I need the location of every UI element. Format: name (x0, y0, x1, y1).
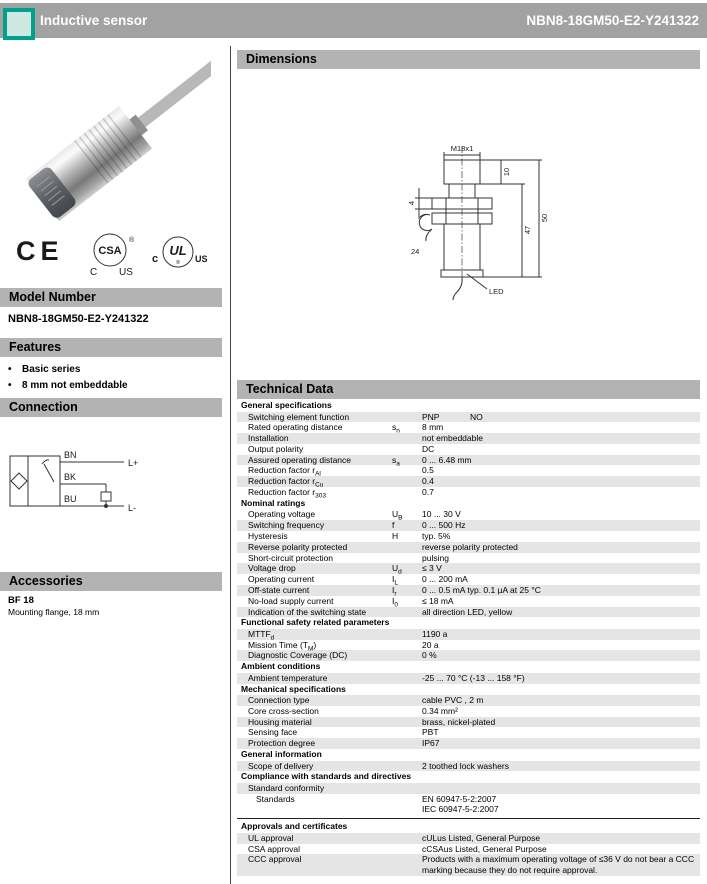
row-value-text: all direction LED, yellow (422, 606, 513, 617)
header-model-number: NBN8-18GM50-E2-Y241322 (526, 13, 699, 28)
row-symbol (392, 607, 422, 618)
row-label-text: Mission Time (T (248, 639, 308, 650)
row-label (248, 412, 392, 423)
svg-text:M18x1: M18x1 (450, 144, 474, 153)
row-value-text: 0 % (422, 650, 437, 661)
table-row (237, 444, 700, 455)
row-value-text: 0 ... 500 Hz (422, 520, 466, 531)
row-value (422, 553, 700, 564)
svg-text:®: ® (175, 260, 181, 266)
row-value-text: pulsing (422, 552, 449, 563)
wiring-diagram-art (6, 432, 206, 537)
row-symbol (392, 433, 422, 444)
row-value (422, 854, 700, 876)
table-row (237, 783, 700, 794)
ce-mark: CE (16, 236, 64, 266)
load-symbol (101, 492, 111, 501)
row-symbol (392, 476, 422, 487)
row-label (248, 738, 392, 749)
row-label-text: Reduction factor r (248, 487, 316, 498)
left-column (0, 44, 222, 884)
row-symbol (392, 706, 422, 717)
row-label (248, 844, 392, 855)
table-row (237, 563, 700, 577)
table-row (237, 422, 700, 433)
row-label (248, 574, 395, 585)
row-value-text: 8 mm (422, 422, 444, 433)
row-label (248, 673, 392, 684)
row-label-subscript: Al (315, 471, 321, 479)
svg-text:24: 24 (411, 247, 420, 256)
row-label (248, 520, 395, 531)
row-label-text: Operating current (248, 574, 315, 585)
row-symbol (392, 854, 422, 876)
svg-text:L-: L- (128, 503, 137, 513)
row-label-text: Assured operating distance (248, 454, 352, 465)
features-list (8, 362, 128, 394)
svg-text:BU: BU (64, 494, 77, 504)
row-label-text: Output polarity (248, 443, 304, 454)
table-row (237, 695, 700, 706)
row-value (422, 695, 700, 706)
row-value (422, 585, 700, 596)
row-symbol (392, 444, 422, 455)
row-value (422, 444, 700, 455)
switch-contact-symbol (42, 460, 54, 482)
row-label (248, 695, 392, 706)
row-symbol (392, 487, 422, 498)
row-value (422, 717, 700, 728)
row-label (248, 422, 392, 433)
table-row (237, 854, 700, 876)
table-row (237, 650, 700, 661)
row-label (248, 629, 392, 640)
column-divider (230, 46, 231, 884)
row-label-text: Reverse polarity protected (248, 541, 348, 552)
row-label-text: Reduction factor r (248, 465, 316, 476)
row-symbol-subscript: r (394, 590, 397, 598)
row-label-text: Housing material (248, 716, 312, 727)
feature-item: • Basic series (8, 362, 128, 378)
table-section-title: Nominal ratings (241, 497, 306, 508)
row-label (248, 717, 392, 728)
row-symbol (392, 585, 422, 596)
svg-text:UL: UL (169, 243, 187, 258)
row-value (422, 520, 700, 531)
row-value-text: reverse polarity protected (422, 541, 518, 552)
row-value-text: typ. 5% (422, 530, 451, 541)
row-label-text: No-load supply current (248, 595, 334, 606)
row-label (248, 595, 395, 607)
svg-text:®: ® (129, 237, 135, 244)
row-symbol (392, 509, 422, 523)
row-value (422, 563, 700, 574)
row-label-text: Off-state current (248, 584, 310, 595)
row-value-text: ≤ 3 V (422, 563, 442, 574)
table-row (237, 487, 700, 498)
row-value (422, 422, 700, 433)
row-symbol-text: s (392, 454, 397, 465)
dimensions-heading: Dimensions (237, 50, 700, 69)
svg-text:c: c (152, 253, 159, 265)
table-row (237, 520, 700, 531)
row-label (248, 794, 392, 816)
row-label (248, 542, 392, 553)
header-bar (0, 3, 707, 38)
row-symbol (392, 422, 422, 433)
row-value-text: brass, nickel-plated (422, 716, 496, 727)
row-value-text: DC (422, 443, 435, 454)
row-label (248, 444, 392, 455)
svg-text:10: 10 (502, 167, 511, 177)
row-value (422, 476, 700, 487)
sensor-photo-art (6, 56, 211, 224)
table-row (237, 433, 700, 444)
certification-logos (0, 230, 222, 278)
row-value (422, 783, 700, 794)
row-symbol (392, 574, 422, 585)
table-section-title: Mechanical specifications (241, 683, 346, 694)
row-symbol-subscript: d (398, 569, 402, 577)
row-value-text: IP67 (422, 738, 440, 749)
row-symbol (392, 629, 422, 640)
row-value-text: 2 toothed lock washers (422, 760, 509, 771)
accessories-heading: Accessories (0, 572, 222, 591)
svg-text:CSA: CSA (98, 245, 122, 257)
row-label (248, 476, 392, 487)
row-symbol (392, 673, 422, 684)
row-label (248, 531, 392, 542)
table-row (237, 761, 700, 772)
technical-data-table (237, 400, 700, 876)
row-label-subscript: M (307, 645, 314, 653)
row-symbol (392, 465, 422, 476)
accessory-item (8, 594, 99, 618)
row-symbol (392, 783, 422, 794)
features-heading: Features (0, 338, 222, 357)
row-label-text: CSA approval (248, 843, 300, 854)
table-row (237, 794, 700, 816)
row-symbol (392, 738, 422, 749)
row-symbol-subscript: B (398, 515, 403, 523)
feature-item: • 8 mm not embeddable (8, 378, 128, 394)
table-section-title: Ambient conditions (241, 661, 321, 672)
row-label (248, 706, 392, 717)
svg-text:4: 4 (407, 200, 416, 206)
row-symbol (392, 455, 422, 466)
row-symbol (392, 650, 422, 661)
row-label-text: Core cross-section (248, 705, 319, 716)
row-symbol-text: U (392, 509, 399, 520)
row-value (422, 455, 700, 466)
row-symbol (392, 844, 422, 855)
row-value-text: cCSAus Listed, General Purpose (422, 843, 547, 854)
row-label (248, 640, 392, 651)
model-number-heading: Model Number (0, 288, 222, 307)
row-value (422, 542, 700, 553)
row-symbol-text: U (392, 563, 399, 574)
row-label (248, 727, 392, 738)
row-value-text: 20 a (422, 639, 439, 650)
row-symbol-text: I (392, 574, 395, 585)
row-value (422, 509, 700, 520)
table-row (237, 738, 700, 749)
row-label (248, 465, 392, 479)
row-label-text: Switching frequency (248, 520, 325, 531)
row-label (248, 783, 392, 794)
row-value-text: PBT (422, 727, 439, 738)
table-row (237, 706, 700, 717)
dimensions-drawing (405, 142, 600, 307)
row-value-text: cable PVC , 2 m (422, 695, 484, 706)
row-symbol-subscript: 0 (394, 601, 398, 609)
row-value-line: IEC 60947-5-2:2007 (422, 804, 499, 815)
svg-text:C: C (90, 267, 98, 278)
row-label-suffix: ) (313, 639, 317, 650)
row-label-subscript: 303 (315, 492, 326, 500)
row-symbol (392, 412, 422, 423)
row-value-text: -25 ... 70 °C (-13 ... 158 °F) (422, 672, 525, 683)
row-symbol (392, 717, 422, 728)
table-row (237, 673, 700, 684)
row-label-text: Protection degree (248, 738, 316, 749)
row-symbol (392, 553, 422, 564)
row-label (248, 553, 392, 564)
row-symbol-subscript: a (396, 460, 400, 468)
row-value (422, 794, 700, 816)
row-value-text: cULus Listed, General Purpose (422, 832, 541, 843)
row-value (422, 465, 700, 476)
svg-text:47: 47 (523, 225, 532, 235)
row-label-text: Connection type (248, 695, 310, 706)
row-value (422, 412, 700, 423)
table-row (237, 476, 700, 487)
row-label-text: Reduction factor r (248, 476, 316, 487)
row-value (422, 833, 700, 844)
page-title: Inductive sensor (40, 13, 148, 28)
row-symbol-text: f (392, 520, 395, 531)
row-label-subscript: Cu (315, 481, 324, 489)
row-value (422, 596, 700, 607)
row-value-text: 0.7 (422, 487, 434, 498)
row-label-text: Standards (256, 793, 295, 804)
svg-text:L+: L+ (128, 458, 139, 468)
row-value-text: 0 ... 200 mA (422, 574, 468, 585)
table-row (237, 412, 700, 423)
table-section-title: General information (241, 749, 322, 760)
table-section-title: Compliance with standards and directives (241, 771, 412, 782)
row-label-text: MTTF (248, 628, 271, 639)
row-symbol (392, 640, 422, 651)
row-value (422, 673, 700, 684)
row-symbol (392, 596, 422, 607)
technical-data-heading: Technical Data (237, 380, 700, 399)
row-value-primary: PNP (422, 411, 440, 422)
svg-text:LED: LED (489, 287, 504, 296)
row-value (422, 629, 700, 640)
row-value-text: 10 ... 30 V (422, 509, 461, 520)
row-label (248, 433, 392, 444)
table-row (237, 844, 700, 855)
row-label (248, 761, 392, 772)
connection-diagram (6, 432, 206, 542)
table-section-title: General specifications (241, 400, 332, 410)
svg-text:BK: BK (64, 472, 77, 482)
csa-logo (86, 230, 138, 278)
row-label (248, 563, 392, 574)
row-label (248, 509, 392, 520)
table-row (237, 455, 700, 466)
row-value-text: 0.5 (422, 465, 434, 476)
table-row (237, 531, 700, 542)
svg-text:50: 50 (540, 213, 549, 223)
svg-text:US: US (195, 254, 208, 264)
svg-text:US: US (119, 267, 133, 278)
row-symbol (392, 520, 422, 531)
row-label (248, 607, 392, 618)
row-label (248, 650, 392, 661)
row-value-line: EN 60947-5-2:2007 (422, 793, 497, 804)
row-symbol (392, 563, 422, 577)
row-label (248, 833, 392, 844)
table-section-title: Functional safety related parameters (241, 617, 390, 628)
row-value (422, 433, 700, 444)
row-symbol-text: s (392, 422, 397, 433)
row-label-text: Scope of delivery (248, 760, 314, 771)
svg-text:BN: BN (64, 450, 77, 460)
row-symbol-text: I (392, 584, 395, 595)
ul-logo (148, 232, 210, 276)
table-row (237, 553, 700, 564)
accessory-description: Mounting flange, 18 mm (8, 607, 100, 617)
row-label-text: Short-circuit protection (248, 552, 334, 563)
row-label-text: Voltage drop (248, 563, 296, 574)
table-section-title: Approvals and certificates (237, 818, 700, 833)
table-row (237, 717, 700, 728)
table-row (237, 509, 700, 523)
row-value-text: 0.4 (422, 476, 434, 487)
wrench-symbol (419, 214, 432, 241)
connection-heading: Connection (0, 398, 222, 417)
dimension-art (405, 142, 600, 302)
row-label-text: Rated operating distance (248, 422, 343, 433)
table-row (237, 607, 700, 618)
row-label-text: Installation (248, 433, 289, 444)
row-value-text: not embeddable (422, 433, 483, 444)
row-symbol (392, 727, 422, 738)
row-label-text: CCC approval (248, 854, 302, 865)
model-number-value: NBN8-18GM50-E2-Y241322 (8, 313, 149, 325)
right-column (237, 44, 700, 884)
row-label (248, 584, 395, 596)
row-label-text: Ambient temperature (248, 672, 328, 683)
row-label-text: Hysteresis (248, 530, 288, 541)
product-photo (6, 56, 211, 224)
row-value-secondary: NO (470, 411, 483, 422)
row-value-text: ≤ 18 mA (422, 595, 454, 606)
row-value (422, 640, 700, 651)
table-row (237, 542, 700, 553)
row-value (422, 706, 700, 717)
row-label-subscript: d (270, 634, 275, 642)
row-value (422, 844, 700, 855)
table-row (237, 833, 700, 844)
table-row (237, 585, 700, 596)
row-label-text: Standard conformity (248, 782, 325, 793)
row-symbol (392, 794, 422, 816)
row-value (422, 727, 700, 738)
row-symbol (392, 531, 422, 542)
row-value-text: 1190 a (422, 628, 448, 639)
table-row (237, 640, 700, 651)
row-value (422, 574, 700, 585)
row-value (422, 487, 700, 498)
row-symbol-subscript: L (394, 579, 398, 587)
row-symbol-text: I (392, 595, 395, 606)
row-label (248, 854, 392, 876)
table-row (237, 465, 700, 479)
row-label-text: Operating voltage (248, 509, 316, 520)
row-label-text: Switching element function (248, 411, 350, 422)
row-label-text: UL approval (248, 832, 294, 843)
row-label-text: Diagnostic Coverage (DC) (248, 650, 348, 661)
row-value-text: Products with a maximum operating voltage of ≤36 V do not bear a CCC marking because they do not require approval. (422, 854, 695, 876)
row-label (248, 487, 392, 498)
table-row (237, 574, 700, 585)
inductive-sensor-symbol (11, 473, 27, 489)
row-value (422, 531, 700, 542)
accessories-list (8, 594, 99, 618)
row-symbol (392, 833, 422, 844)
row-symbol-text: H (392, 530, 399, 541)
row-value (422, 650, 700, 661)
table-row (237, 727, 700, 738)
row-label (248, 455, 392, 466)
brand-icon (3, 8, 35, 40)
row-value-text: 0.34 mm² (422, 705, 458, 716)
row-value-text: 0 ... 6.48 mm (422, 454, 472, 465)
row-label-text: Sensing face (248, 727, 298, 738)
row-symbol (392, 761, 422, 772)
accessory-name: BF 18 (8, 595, 34, 606)
row-symbol (392, 695, 422, 706)
table-row (237, 596, 700, 607)
row-symbol-subscript: n (396, 427, 400, 435)
row-label-text: Indication of the switching state (248, 606, 367, 617)
table-row (237, 629, 700, 640)
row-value (422, 607, 700, 618)
row-value (422, 738, 700, 749)
row-symbol (392, 542, 422, 553)
row-value (422, 761, 700, 772)
row-value-text: 0 ... 0.5 mA typ. 0.1 µA at 25 °C (422, 584, 541, 595)
